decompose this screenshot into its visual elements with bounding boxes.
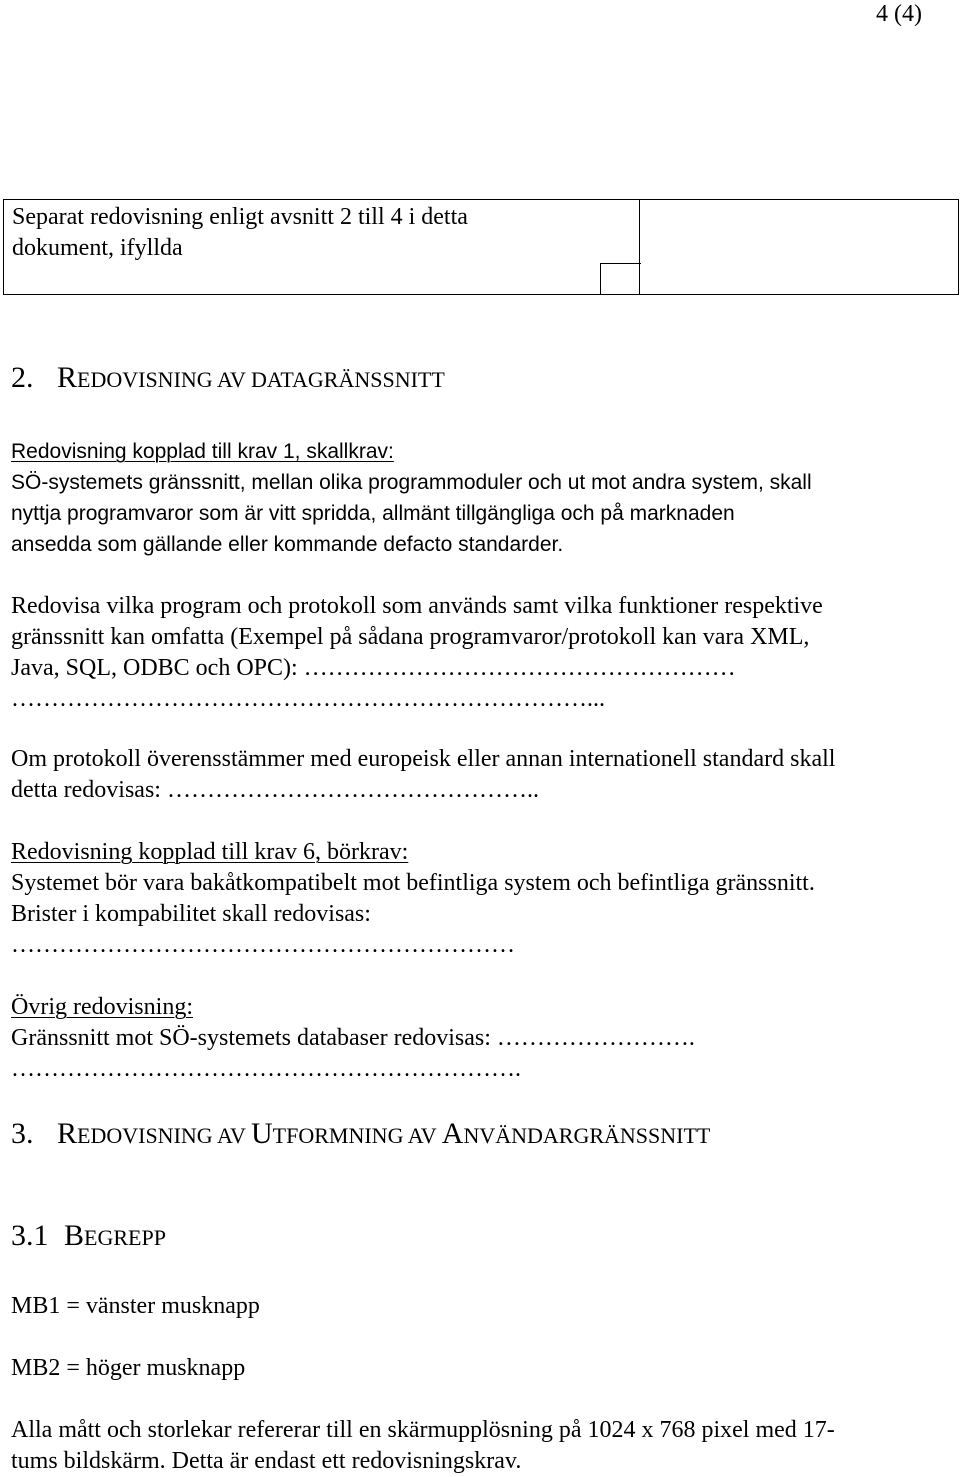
heading-rest: NVÄNDARGRÄNSSNITT [463, 1123, 711, 1148]
definition-mb1: MB1 = vänster musknapp [11, 1293, 260, 1319]
programs-line: gränssnitt kan omfatta (Exempel på sådana programvaror/protokoll kan vara XML, [11, 624, 810, 650]
table-cell-empty [640, 200, 958, 294]
heading-initial: A [441, 1117, 464, 1150]
heading-rest: EDOVISNING AV [77, 1123, 251, 1148]
fill-in-dots[interactable]: ……………………………………………… [303, 655, 736, 681]
standard-line: Om protokoll överensstämmer med europeisk eller annan internationell standard skall [11, 746, 836, 772]
standard-line: detta redovisas: [11, 777, 161, 803]
fill-in-dots[interactable]: ……………………. [496, 1025, 695, 1051]
table-label-line: Separat redovisning enligt avsnitt 2 till 4 i detta [12, 204, 468, 230]
programs-line: Redovisa vilka program och protokoll som används samt vilka funktioner respektive [11, 593, 823, 619]
table-label-line: dokument, ifyllda [12, 235, 183, 261]
section-2-heading [11, 361, 445, 397]
other-line-with-fill [11, 1023, 695, 1054]
heading-rest: TFORMNING AV [272, 1123, 442, 1148]
note-line: tums bildskärm. Detta är endast ett redovisningskrav. [11, 1448, 522, 1474]
note-line: Alla mått och storlekar refererar till en skärmupplösning på 1024 x 768 pixel med 17- [11, 1417, 835, 1443]
fill-in-dots[interactable]: ……………………………………….. [166, 777, 539, 803]
other-heading: Övrig redovisning: [11, 994, 193, 1020]
req1-line: nyttja programvaror som är vitt spridda, allmänt tillgängliga och på marknaden [11, 502, 735, 525]
heading-rest: EGREPP [84, 1225, 166, 1250]
section-number: 2. [11, 361, 34, 394]
heading-initial: R [57, 361, 78, 394]
section-3-1-heading [11, 1219, 166, 1255]
fill-in-dots[interactable]: ……………………………………………………… [11, 932, 515, 958]
req6-heading: Redovisning kopplad till krav 6, börkrav: [11, 839, 409, 865]
req1-line: SÖ-systemets gränssnitt, mellan olika programmoduler och ut mot andra system, skall [11, 471, 812, 494]
section-3-heading [11, 1117, 710, 1153]
req6-line: Systemet bör vara bakåtkompatibelt mot befintliga system och befintliga gränssnitt. [11, 870, 815, 896]
heading-initial: B [64, 1219, 85, 1252]
heading-initial: R [57, 1117, 78, 1150]
table-cell-label [4, 200, 640, 294]
page-number: 4 (4) [876, 1, 922, 27]
programs-line-with-fill [11, 653, 736, 684]
checkbox-table [3, 199, 959, 295]
programs-line: Java, SQL, ODBC och OPC): [11, 655, 298, 681]
req1-heading: Redovisning kopplad till krav 1, skallkrav: [11, 440, 394, 463]
req1-line: ansedda som gällande eller kommande defacto standarder. [11, 533, 564, 556]
section-number: 3.1 [11, 1219, 49, 1252]
fill-in-dots[interactable]: ………………………………………………………. [11, 1056, 521, 1082]
table-checkbox[interactable] [600, 263, 641, 294]
definition-mb2: MB2 = höger musknapp [11, 1355, 246, 1381]
fill-in-dots[interactable]: ………………………………………………………………... [11, 686, 605, 712]
heading-rest: EDOVISNING AV DATAGRÄNSSNITT [77, 367, 445, 392]
other-line: Gränssnitt mot SÖ-systemets databaser redovisas: [11, 1025, 491, 1051]
section-number: 3. [11, 1117, 34, 1150]
heading-initial: U [251, 1117, 273, 1150]
standard-line-with-fill [11, 775, 539, 806]
req6-line: Brister i kompabilitet skall redovisas: [11, 901, 371, 927]
